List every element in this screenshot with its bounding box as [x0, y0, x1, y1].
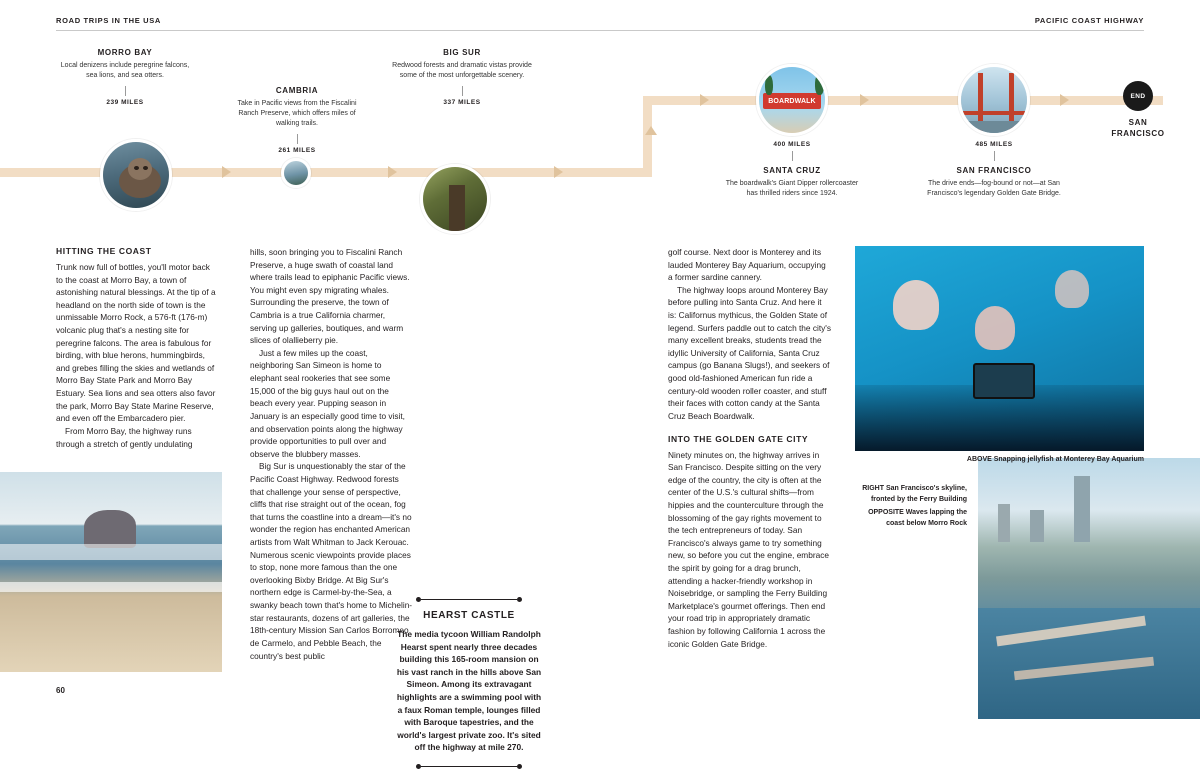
sea-otter-photo: [100, 139, 172, 211]
jellyfish-aquarium-photo: [855, 246, 1144, 451]
paragraph: Trunk now full of bottles, you'll motor back to the coast at Morro Bay, a town of astonishing natural blessings. At the tip of a headland on the north side of town is the unmissable Morro Rock, a 576-ft (176-m) volcanic plug that's a nesting site for peregrine falcons. The area is fabulous for birding, with blue herons, hummingbirds, and grebes filling the skies and wetlands of Morro Bay State Park and Morro Bay Estuary. Sea lions and sea otters also favor the park, Morro Bay State Marine Reserve, and even off the Embarcadero pier.: [56, 262, 216, 424]
caption-above: ABOVE Snapping jellyfish at Monterey Bay Aquarium: [966, 456, 1144, 463]
phone-screen: [973, 363, 1035, 399]
route-arrow-2: [388, 166, 397, 178]
paragraph: The highway loops around Monterey Bay before pulling into Santa Cruz. And here it is: Californus mythicus, the Golden State of legend. Surfers paddle out to catch the city's many excellent breaks, students tread the idyllic University of California, Santa Cruz campus (go Banana Slugs!), and seekers of good old-fashioned American fun ride a century-old wooden roller coaster, and stuff their faces with cotton candy at the Santa Cruz Beach Boardwalk.: [668, 284, 832, 421]
boardwalk-sign-text: BOARDWALK: [768, 97, 816, 105]
route-arrow-7: [1060, 94, 1069, 106]
pullquote-title: HEARST CASTLE: [423, 610, 515, 621]
caption-right: RIGHT San Francisco's skyline, fronted by the Ferry Building: [862, 485, 967, 503]
article-column-1: [56, 246, 219, 450]
map-tick: [125, 86, 126, 96]
rule-dot-right: [517, 764, 522, 769]
map-stop-label: MORRO BAY: [97, 48, 153, 57]
route-arrow-1: [222, 166, 231, 178]
map-stop-label: SANTA CRUZ: [763, 166, 821, 175]
pullquote-rule-top: [394, 597, 544, 602]
map-stop-morro-bay[interactable]: [55, 48, 195, 106]
map-stop-mileage: 337 MILES: [443, 99, 481, 107]
map-stop-mileage: 400 MILES: [773, 141, 811, 148]
map-stop-blurb: The drive ends—fog-bound or not—at San Francisco's legendary Golden Gate Bridge.: [927, 180, 1061, 198]
paragraph: Ninety minutes on, the highway arrives in San Francisco. Despite sitting on the very edge of the country, the city is often at the center of the U.S.'s cultural shifts—from hippies and the counterculture through the blossoming of the gay rights movement to the tech entrepreneurs of today. San Francisco's always game to try something new, so before you cut the engine, embrace the spirit by going for a drag brunch, attending a hacker-friendly workshop in Noisebridge, or sampling the Ferry Building Marketplace's gourmet offerings. Then end your road trip in appropriately dramatic fashion by following California 1 across the iconic Golden Gate Bridge.: [668, 449, 829, 649]
route-arrow-3: [554, 166, 563, 178]
map-stop-blurb: Redwood forests and dramatic vistas provide some of the most unforgettable scenery.: [392, 62, 532, 80]
article-column-2: [250, 246, 413, 662]
morro-rock-beach-photo: [0, 472, 222, 672]
redwood-tree-photo: [420, 164, 490, 234]
route-segment-jog: [643, 96, 652, 174]
map-end-marker: [1107, 81, 1169, 140]
map-tick: [297, 134, 298, 144]
paragraph: From Morro Bay, the highway runs through a stretch of gently undulating: [56, 425, 193, 449]
golden-gate-bridge-photo: [958, 64, 1030, 136]
map-stop-mileage: 239 MILES: [106, 99, 144, 107]
page-number: 60: [56, 686, 65, 695]
route-arrow-4: [645, 126, 657, 135]
map-stop-santa-cruz[interactable]: [722, 141, 862, 199]
paragraph: Just a few miles up the coast, neighboring San Simeon is home to elephant seal rookeries that see some 15,000 of the big guys haul out on the beach every year. Pupping season in January is an especially good time to visit, and observation points along the highway provide opportunities to pull over and observe the blubbery masses.: [250, 347, 405, 459]
map-stop-cambria[interactable]: [227, 86, 367, 154]
route-segment-2: [643, 96, 1163, 105]
map-tick: [994, 151, 995, 161]
map-tick: [792, 151, 793, 161]
pullquote-rule-bottom: [394, 764, 544, 769]
paragraph: golf course. Next door is Monterey and its lauded Monterey Bay Aquarium, occupying a former sardine cannery.: [668, 247, 826, 283]
map-stop-san-francisco[interactable]: [924, 141, 1064, 199]
pullquote-text: The media tycoon William Randolph Hearst spent nearly three decades building this 165-room mansion on his vast ranch in the hills above San Simeon. Among its extravagant highlights are a swimming pool with a faux Roman temple, lounges filled with Baroque tapestries, and the world's largest private zoo. It's sited off the highway at mile 270.: [396, 629, 542, 753]
end-label: SAN FRANCISCO: [1111, 118, 1165, 138]
cambria-coast-photo: [281, 158, 311, 188]
map-stop-label: BIG SUR: [443, 48, 481, 57]
running-head-right: PACIFIC COAST HIGHWAY: [1034, 16, 1144, 25]
rule-dot-right: [517, 597, 522, 602]
map-stop-blurb: Local denizens include peregrine falcons, sea lions, and sea otters.: [60, 62, 190, 80]
caption-opposite: OPPOSITE Waves lapping the coast below Morro Rock: [868, 509, 967, 527]
article-column-3: [668, 246, 831, 650]
paragraph: Big Sur is unquestionably the star of the Pacific Coast Highway. Redwood forests that challenge your sense of perspective, cliffs that rise straight out of the ocean, fog that turns the coastline into a dream—it's no wonder the region has enchanted American artists from Walt Whitman to Jack Kerouac. Numerous scenic viewpoints provide places to stop, none more famous than the one overlooking Bixby Bridge. At Big Sur's northern edge is Carmel-by-the-Sea, a swanky beach town that's home to Michelin-star restaurants, dozens of art galleries, the 18th-century Mission San Carlos Borromeo de Carmelo, and Pebble Beach, the country's best public: [250, 461, 413, 661]
end-badge: END: [1123, 81, 1153, 111]
header-rule: [56, 30, 1144, 31]
map-stop-blurb: The boardwalk's Giant Dipper rollercoaster has thrilled riders since 1924.: [725, 180, 859, 198]
section-heading-into-the-golden-gate-city: INTO THE GOLDEN GATE CITY: [668, 433, 809, 444]
paragraph: hills, soon bringing you to Fiscalini Ranch Preserve, a huge swath of coastal land where trails lead to epiphanic Pacific views. You might even spy migrating whales. Surrounding the preserve, the town of Cambria is a true California charmer, serving up galleries, boutiques, and warm slices of olallieberry pie.: [250, 247, 410, 346]
map-stop-blurb: Take in Pacific views from the Fiscalini Ranch Preserve, which offers miles of walking trails.: [237, 100, 357, 128]
map-stop-big-sur[interactable]: [392, 48, 532, 106]
map-stop-label: SAN FRANCISCO: [956, 166, 1032, 175]
running-head-left: ROAD TRIPS IN THE USA: [56, 16, 162, 25]
map-stop-mileage: 485 MILES: [975, 141, 1013, 148]
map-stop-label: CAMBRIA: [275, 86, 319, 95]
pullquote-hearst-castle: [394, 597, 544, 769]
route-map: [0, 36, 1200, 232]
route-arrow-6: [860, 94, 869, 106]
route-arrow-5: [700, 94, 709, 106]
section-heading-hitting-the-coast: HITTING THE COAST: [56, 246, 152, 256]
san-francisco-waterfront-photo: [978, 458, 1200, 719]
map-stop-mileage: 261 MILES: [278, 147, 316, 155]
santa-cruz-boardwalk-photo: [756, 64, 828, 136]
map-tick: [462, 86, 463, 96]
